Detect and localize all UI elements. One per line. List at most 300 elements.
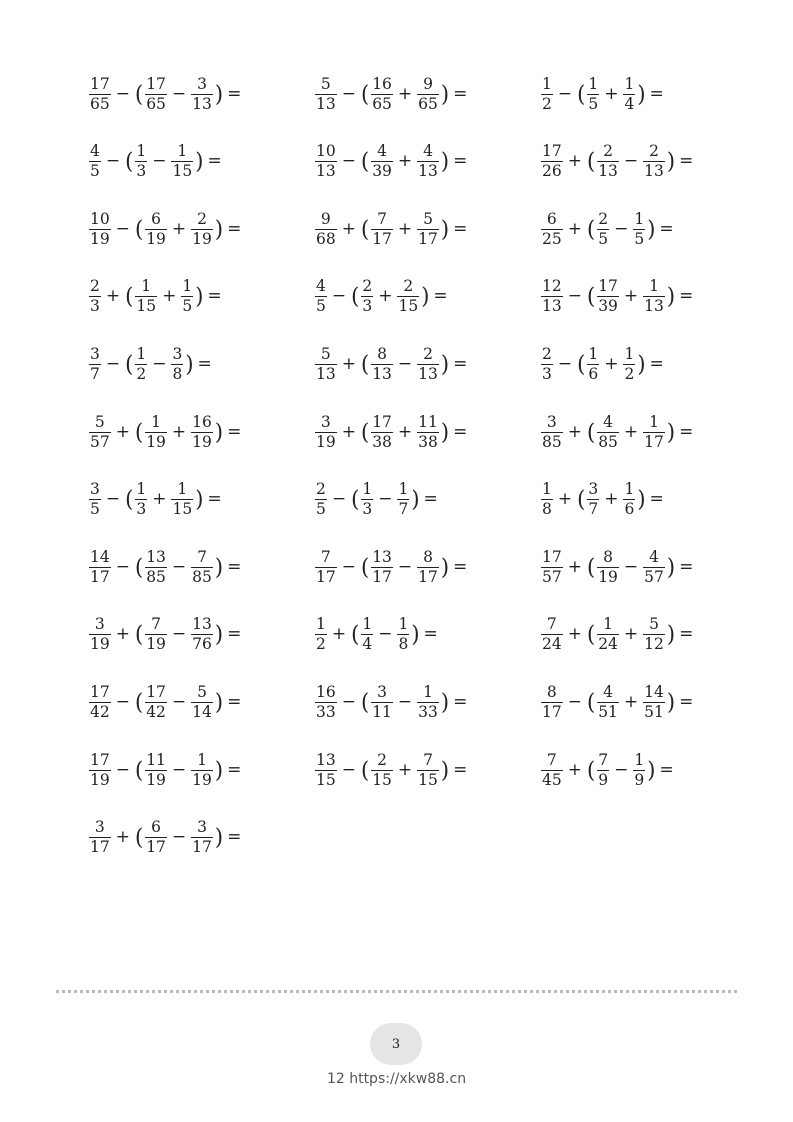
fraction-c: [191, 684, 213, 721]
denominator: 5: [316, 500, 326, 519]
fraction-c: [191, 76, 213, 113]
fraction-b: [145, 616, 167, 653]
fraction-a: [89, 414, 111, 451]
equals-sign: =: [453, 421, 468, 442]
operator: −: [171, 83, 187, 104]
close-paren: ): [214, 824, 224, 850]
fraction-b: [597, 278, 619, 315]
fraction-a: [89, 346, 101, 383]
fraction-b: [597, 549, 619, 586]
denominator: 3: [362, 297, 373, 316]
denominator: 2: [542, 94, 552, 113]
math-problem: [540, 613, 693, 657]
fraction-c: [417, 346, 439, 383]
math-problem: [314, 342, 467, 386]
numerator: 8: [423, 547, 433, 566]
denominator: 17: [192, 838, 212, 857]
operator: +: [341, 218, 356, 239]
numerator: 3: [94, 615, 105, 634]
operator: +: [623, 286, 639, 307]
denominator: 2: [136, 364, 147, 383]
math-problem: [540, 342, 664, 386]
fraction-a: [315, 211, 337, 248]
operator: +: [331, 624, 347, 645]
denominator: 2: [624, 364, 635, 383]
equals-sign: =: [207, 489, 222, 510]
fraction-b: [361, 278, 373, 315]
operator: +: [623, 691, 639, 712]
operator: −: [331, 286, 347, 307]
fraction-b: [145, 414, 167, 451]
fraction-a: [315, 481, 327, 518]
denominator: 15: [398, 297, 419, 316]
denominator: 14: [192, 702, 212, 721]
numerator: 1: [423, 682, 433, 701]
open-paren: (: [134, 621, 144, 647]
numerator: 4: [90, 142, 100, 161]
denominator: 17: [146, 838, 166, 857]
operator: −: [115, 556, 130, 577]
numerator: 1: [136, 480, 147, 499]
equals-sign: =: [453, 353, 468, 374]
numerator: 17: [598, 277, 618, 296]
denominator: 51: [598, 702, 618, 721]
numerator: 7: [151, 615, 161, 634]
math-problem: [88, 748, 241, 792]
numerator: 1: [624, 74, 635, 93]
operator: +: [341, 353, 356, 374]
equals-sign: =: [227, 218, 242, 239]
fraction-a: [541, 76, 553, 113]
fraction-a: [541, 616, 563, 653]
equals-sign: =: [679, 286, 694, 307]
dotted-divider: [56, 990, 737, 993]
fraction-c: [643, 684, 665, 721]
numerator: 1: [362, 615, 373, 634]
fraction-c: [643, 143, 665, 180]
equals-sign: =: [453, 83, 468, 104]
math-problem: [540, 680, 693, 724]
close-paren: ): [214, 418, 224, 445]
fraction-b: [371, 752, 393, 789]
close-paren: ): [214, 80, 224, 107]
denominator: 24: [542, 635, 562, 654]
equals-sign: =: [227, 421, 242, 442]
numerator: 1: [649, 277, 659, 296]
fraction-b: [371, 76, 393, 113]
operator: −: [171, 691, 187, 712]
operator: −: [557, 353, 573, 374]
operator: −: [567, 691, 582, 712]
close-paren: ): [666, 283, 676, 309]
denominator: 57: [542, 567, 562, 586]
fraction-c: [633, 752, 645, 789]
numerator: 13: [192, 615, 212, 634]
close-paren: ): [214, 621, 224, 647]
denominator: 7: [588, 500, 599, 519]
numerator: 3: [197, 818, 207, 837]
operator: +: [162, 286, 177, 307]
numerator: 12: [542, 277, 562, 296]
math-problem: [314, 275, 448, 319]
numerator: 2: [362, 277, 373, 296]
denominator: 5: [634, 229, 645, 248]
denominator: 57: [644, 567, 664, 586]
math-problem: [314, 680, 467, 724]
fraction-a: [541, 278, 563, 315]
fraction-c: [417, 414, 439, 451]
equals-sign: =: [453, 759, 468, 780]
denominator: 25: [542, 229, 562, 248]
numerator: 3: [94, 818, 105, 837]
denominator: 13: [316, 94, 336, 113]
fraction-a: [89, 819, 111, 856]
fraction-c: [643, 616, 665, 653]
open-paren: (: [134, 824, 144, 850]
denominator: 39: [598, 297, 618, 316]
operator: +: [152, 489, 167, 510]
operator: −: [115, 218, 130, 239]
numerator: 3: [197, 74, 207, 93]
math-problem: [314, 478, 438, 522]
fraction-b: [371, 684, 393, 721]
operator: −: [105, 489, 121, 510]
open-paren: (: [586, 554, 596, 580]
fraction-a: [541, 414, 563, 451]
fraction-b: [597, 752, 609, 789]
denominator: 13: [418, 364, 438, 383]
operator: −: [341, 151, 356, 172]
numerator: 6: [151, 209, 161, 228]
fraction-b: [145, 76, 167, 113]
open-paren: (: [134, 216, 144, 242]
operator: −: [397, 556, 413, 577]
numerator: 1: [603, 615, 613, 634]
fraction-c: [623, 481, 635, 518]
operator: +: [567, 151, 582, 172]
numerator: 2: [423, 344, 433, 363]
numerator: 1: [649, 412, 659, 431]
close-paren: ): [666, 554, 676, 580]
denominator: 19: [90, 229, 110, 248]
open-paren: (: [360, 756, 370, 783]
fraction-a: [89, 143, 101, 180]
numerator: 14: [90, 547, 110, 566]
denominator: 33: [418, 702, 438, 721]
denominator: 8: [398, 635, 409, 654]
operator: −: [171, 759, 187, 780]
operator: −: [171, 827, 187, 848]
operator: −: [378, 489, 393, 510]
operator: +: [171, 218, 187, 239]
operator: −: [623, 556, 639, 577]
operator: −: [105, 151, 121, 172]
numerator: 3: [546, 412, 557, 431]
operator: +: [341, 421, 356, 442]
fraction-b: [135, 278, 157, 315]
denominator: 85: [146, 567, 166, 586]
numerator: 5: [320, 74, 331, 93]
numerator: 5: [320, 344, 331, 363]
fraction-a: [315, 346, 337, 383]
close-paren: ): [185, 351, 194, 377]
numerator: 1: [542, 480, 552, 499]
fraction-c: [191, 414, 213, 451]
numerator: 17: [146, 74, 166, 93]
math-problem: [88, 275, 222, 319]
close-paren: ): [421, 283, 430, 309]
denominator: 2: [316, 635, 326, 654]
operator: +: [604, 353, 619, 374]
fraction-c: [397, 616, 409, 653]
numerator: 5: [649, 615, 659, 634]
numerator: 2: [542, 344, 552, 363]
numerator: 1: [624, 480, 635, 499]
denominator: 13: [316, 364, 336, 383]
fraction-a: [315, 684, 337, 721]
numerator: 1: [634, 209, 645, 228]
denominator: 5: [588, 94, 599, 113]
denominator: 3: [90, 297, 100, 316]
operator: +: [567, 759, 582, 780]
close-paren: ): [440, 689, 450, 715]
math-problem: [88, 207, 241, 251]
operator: −: [105, 353, 121, 374]
operator: −: [171, 556, 187, 577]
denominator: 33: [316, 702, 336, 721]
numerator: 2: [197, 209, 207, 228]
numerator: 2: [603, 142, 613, 161]
math-problem: [88, 680, 241, 724]
fraction-c: [623, 76, 635, 113]
denominator: 6: [624, 500, 635, 519]
open-paren: (: [577, 486, 586, 512]
math-problem: [314, 72, 467, 116]
close-paren: ): [440, 80, 450, 107]
math-problem: [314, 410, 467, 454]
numerator: 2: [403, 277, 414, 296]
operator: +: [378, 286, 393, 307]
fraction-a: [541, 549, 563, 586]
open-paren: (: [351, 283, 360, 309]
open-paren: (: [577, 351, 586, 377]
operator: −: [378, 624, 393, 645]
numerator: 4: [603, 412, 613, 431]
open-paren: (: [586, 621, 596, 647]
math-problem: [88, 140, 222, 184]
open-paren: (: [125, 486, 134, 512]
equals-sign: =: [423, 489, 438, 510]
fraction-c: [643, 549, 665, 586]
operator: +: [567, 218, 582, 239]
numerator: 4: [649, 547, 659, 566]
open-paren: (: [586, 283, 596, 309]
numerator: 13: [146, 547, 166, 566]
close-paren: ): [195, 148, 204, 174]
open-paren: (: [125, 283, 134, 309]
operator: +: [604, 489, 619, 510]
denominator: 39: [372, 162, 392, 181]
numerator: 5: [94, 412, 105, 431]
operator: +: [115, 624, 130, 645]
fraction-c: [417, 752, 439, 789]
denominator: 5: [90, 500, 100, 519]
numerator: 1: [588, 344, 599, 363]
operator: −: [614, 759, 629, 780]
math-problem: [540, 207, 674, 251]
fraction-c: [191, 616, 213, 653]
operator: +: [115, 827, 130, 848]
equals-sign: =: [197, 353, 212, 374]
numerator: 4: [377, 142, 387, 161]
operator: +: [567, 556, 582, 577]
numerator: 17: [146, 682, 166, 701]
fraction-a: [89, 278, 101, 315]
math-problem: [314, 748, 467, 792]
numerator: 1: [136, 344, 147, 363]
close-paren: ): [440, 216, 450, 242]
operator: −: [341, 759, 356, 780]
fraction-c: [171, 143, 193, 180]
denominator: 38: [418, 432, 438, 451]
numerator: 4: [423, 142, 433, 161]
denominator: 9: [634, 770, 645, 789]
fraction-a: [315, 414, 337, 451]
numerator: 3: [90, 480, 100, 499]
fraction-b: [145, 211, 167, 248]
fraction-b: [597, 211, 609, 248]
numerator: 17: [542, 142, 562, 161]
open-paren: (: [360, 418, 370, 445]
operator: +: [623, 624, 639, 645]
close-paren: ): [440, 148, 450, 174]
numerator: 8: [546, 682, 557, 701]
denominator: 76: [192, 635, 212, 654]
denominator: 68: [316, 229, 336, 248]
numerator: 10: [316, 142, 336, 161]
fraction-b: [371, 346, 393, 383]
operator: −: [397, 691, 413, 712]
numerator: 3: [588, 480, 599, 499]
fraction-b: [145, 819, 167, 856]
fraction-a: [89, 211, 111, 248]
numerator: 2: [377, 750, 387, 769]
math-problem: [88, 613, 241, 657]
open-paren: (: [360, 689, 370, 715]
denominator: 3: [362, 500, 373, 519]
close-paren: ): [411, 621, 420, 647]
operator: +: [557, 489, 573, 510]
denominator: 65: [418, 94, 438, 113]
denominator: 85: [598, 432, 618, 451]
fraction-b: [361, 616, 373, 653]
fraction-b: [371, 143, 393, 180]
numerator: 1: [316, 615, 326, 634]
operator: −: [152, 353, 167, 374]
math-problem: [88, 545, 241, 589]
fraction-c: [623, 346, 635, 383]
fraction-b: [361, 481, 373, 518]
equals-sign: =: [649, 353, 664, 374]
numerator: 7: [546, 750, 557, 769]
fraction-b: [135, 346, 147, 383]
open-paren: (: [125, 351, 134, 377]
denominator: 17: [644, 432, 664, 451]
numerator: 4: [603, 682, 613, 701]
fraction-a: [89, 616, 111, 653]
operator: +: [397, 759, 413, 780]
denominator: 13: [192, 94, 212, 113]
denominator: 19: [192, 432, 212, 451]
equals-sign: =: [659, 218, 674, 239]
denominator: 13: [598, 162, 618, 181]
fraction-b: [135, 481, 147, 518]
denominator: 38: [372, 432, 392, 451]
numerator: 17: [372, 412, 392, 431]
page-number-badge: [370, 1023, 422, 1065]
open-paren: (: [586, 689, 596, 715]
fraction-c: [191, 752, 213, 789]
operator: +: [397, 218, 413, 239]
denominator: 4: [362, 635, 373, 654]
fraction-b: [371, 549, 393, 586]
math-problem: [314, 207, 467, 251]
operator: −: [397, 353, 413, 374]
denominator: 19: [192, 770, 212, 789]
denominator: 42: [146, 702, 166, 721]
denominator: 26: [542, 162, 562, 181]
fraction-c: [171, 481, 193, 518]
denominator: 7: [90, 364, 100, 383]
operator: −: [115, 83, 130, 104]
equals-sign: =: [207, 286, 222, 307]
denominator: 13: [316, 162, 336, 181]
operator: −: [614, 218, 629, 239]
denominator: 45: [542, 770, 562, 789]
numerator: 4: [316, 277, 326, 296]
fraction-a: [315, 143, 337, 180]
fraction-a: [541, 481, 553, 518]
fraction-b: [371, 211, 393, 248]
denominator: 15: [136, 297, 157, 316]
fraction-c: [191, 819, 213, 856]
numerator: 2: [90, 277, 100, 296]
open-paren: (: [134, 756, 144, 783]
operator: +: [171, 421, 187, 442]
numerator: 7: [423, 750, 433, 769]
denominator: 15: [172, 162, 193, 181]
fraction-a: [315, 278, 327, 315]
equals-sign: =: [453, 218, 468, 239]
numerator: 7: [377, 209, 387, 228]
open-paren: (: [360, 80, 370, 107]
numerator: 9: [320, 209, 331, 228]
denominator: 17: [316, 567, 336, 586]
denominator: 5: [90, 162, 100, 181]
operator: +: [604, 83, 619, 104]
denominator: 65: [90, 94, 110, 113]
denominator: 15: [316, 770, 336, 789]
numerator: 2: [316, 480, 326, 499]
equals-sign: =: [423, 624, 438, 645]
denominator: 13: [644, 297, 664, 316]
open-paren: (: [134, 80, 144, 107]
equals-sign: =: [453, 556, 468, 577]
denominator: 13: [644, 162, 664, 181]
close-paren: ): [440, 418, 450, 445]
numerator: 2: [598, 209, 609, 228]
math-problem: [314, 140, 467, 184]
